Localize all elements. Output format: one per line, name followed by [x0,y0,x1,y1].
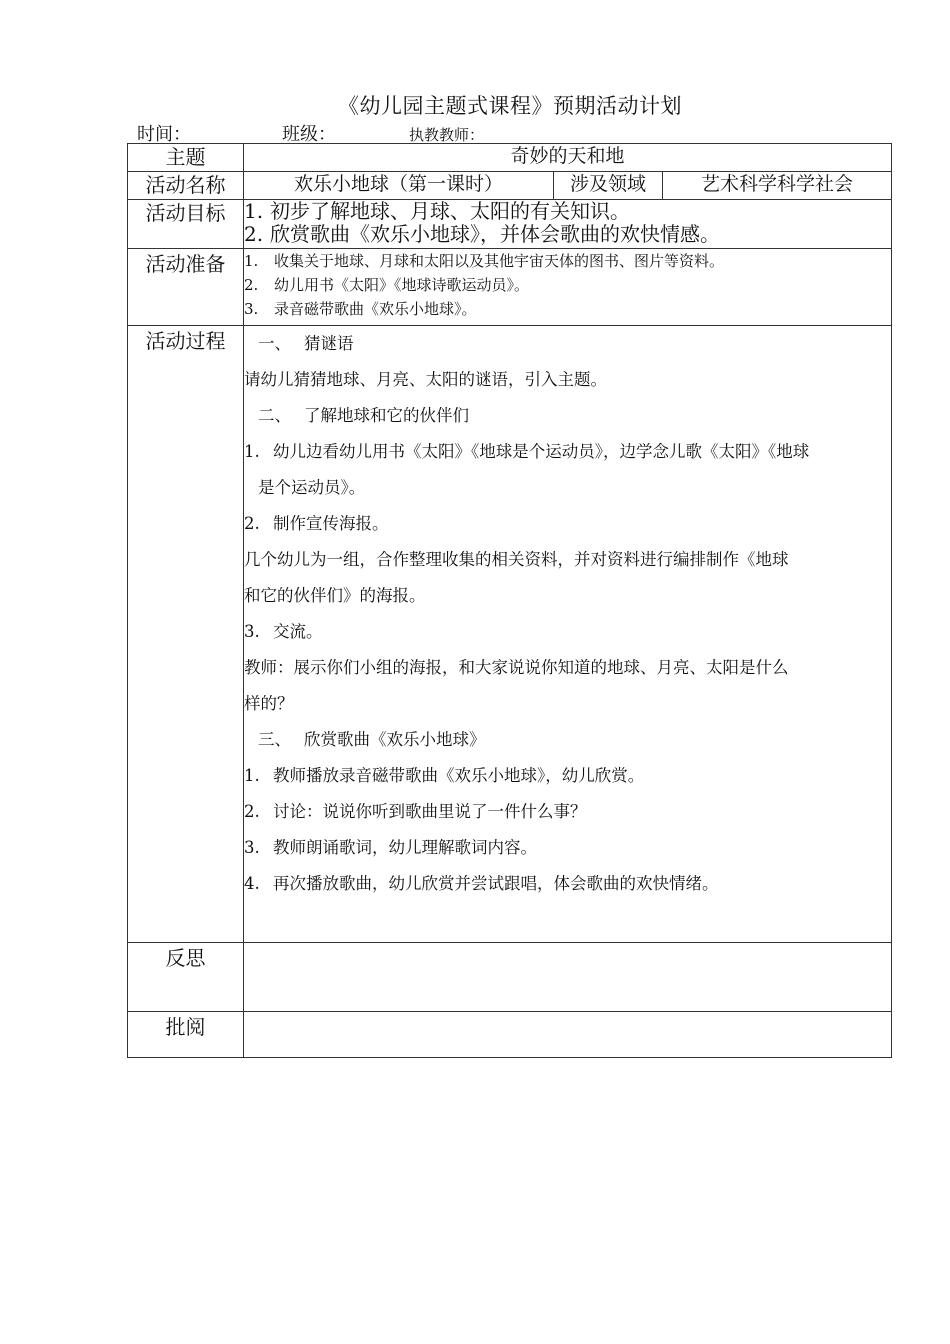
review-row [128,1012,892,1058]
prep-row [128,249,892,326]
paragraph: 请幼儿猜猜地球、月亮、太阳的谜语，引入主题。 [244,370,607,389]
section-heading: 三、 欣赏歌曲《欢乐小地球》 [258,730,486,749]
list-item: 1. 幼儿边看幼儿用书《太阳》《地球是个运动员》，边学念儿歌《太阳》《地球 [244,442,810,461]
process-row [128,326,892,943]
goals-row [128,200,892,249]
domain-label: 涉及领域 [554,172,663,200]
paragraph: 教师：展示你们小组的海报，和大家说说你知道的地球、月亮、太阳是什么 [244,658,789,677]
domain-value: 艺术科学科学社会 [663,172,892,200]
paragraph: 和它的伙伴们》的海报。 [244,586,426,605]
activity-name-label: 活动名称 [128,172,244,200]
theme-label: 主题 [128,144,244,172]
section-heading: 二、 了解地球和它的伙伴们 [258,406,469,425]
paragraph: 样的？ [244,694,294,713]
process-content [244,326,892,943]
theme-row [128,144,892,172]
activity-plan-table [127,143,892,1058]
list-item: 1. 教师播放录音磁带歌曲《欢乐小地球》，幼儿欣赏。 [244,766,645,785]
review-cell [244,1012,892,1058]
section-heading: 一、 猜谜语 [258,334,354,353]
teacher-label: 执教教师： [409,126,485,144]
review-label: 批阅 [128,1012,244,1058]
prep-item: 1. 收集关于地球、月球和太阳以及其他宇宙天体的图书、图片等资料。 [244,252,725,270]
document-title: 《幼儿园主题式课程》预期活动计划 [338,94,682,118]
goals-label: 活动目标 [128,200,244,249]
goal-item: 2. 欣赏歌曲《欢乐小地球》，并体会歌曲的欢快情感。 [244,222,720,246]
list-item: 2. 讨论：说说你听到歌曲里说了一件什么事？ [244,802,587,821]
class-label: 班级： [282,124,336,145]
goals-list [244,200,892,249]
reflection-row [128,943,892,1012]
list-item: 2. 制作宣传海报。 [244,514,389,533]
activity-name-value: 欢乐小地球（第一课时） [244,172,554,200]
list-item: 4. 再次播放歌曲，幼儿欣赏并尝试跟唱，体会歌曲的欢快情绪。 [244,874,719,893]
reflection-cell [244,943,892,1012]
prep-label: 活动准备 [128,249,244,326]
activity-name-row [128,172,892,200]
list-item-continuation: 是个运动员》。 [258,478,366,497]
list-item: 3. 交流。 [244,622,323,641]
process-label: 活动过程 [128,326,244,943]
goal-item: 1. 初步了解地球、月球、太阳的有关知识。 [244,199,630,223]
paragraph: 几个幼儿为一组，合作整理收集的相关资料，并对资料进行编排制作《地球 [244,550,789,569]
list-item: 3. 教师朗诵歌词，幼儿理解歌词内容。 [244,838,537,857]
theme-value: 奇妙的天和地 [244,144,892,172]
prep-list [244,249,892,326]
prep-item: 2. 幼儿用书《太阳》《地球诗歌运动员》。 [244,276,530,294]
prep-item: 3. 录音磁带歌曲《欢乐小地球》。 [244,300,477,318]
time-label: 时间： [137,124,191,145]
reflection-label: 反思 [128,943,244,1012]
